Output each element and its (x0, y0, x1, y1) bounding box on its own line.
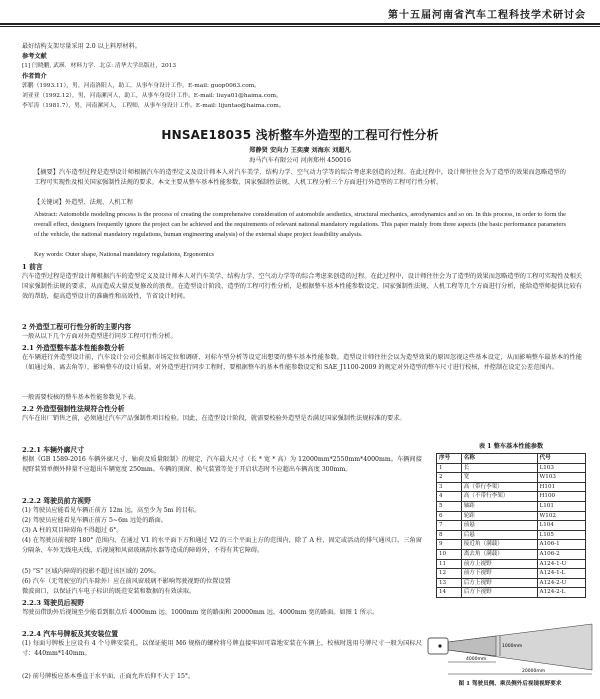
list-item: (3) A 柱的双目障碍角不得超过 6°。 (22, 527, 123, 534)
section-2-2-1-text: 根据《GB 1589-2016 车辆外廓尺寸、轴荷及质量限制》的规定，汽车最大尺寸（长 * 宽 * 高）为 12000mm*2550mm*4000mm。车辆间接视野装置单侧外伸量不应超出车辆宽度 250mm。车辆的顶窗、换气装置等处于开启状态时不应超出车辆高度 300mm。 (22, 456, 422, 473)
references-heading: 参考文献 (22, 53, 47, 60)
table-cell: 接近角（满载） (461, 540, 537, 550)
table-cell: 前悬 (461, 521, 537, 531)
table-cell: 后方下视野 (461, 588, 537, 598)
table-cell: 14 (437, 588, 462, 598)
table-row (437, 559, 586, 569)
table-cell: 离去角（满载） (461, 549, 537, 559)
table-row (437, 511, 586, 521)
table-row (437, 588, 586, 598)
section-2-2-text: 汽车在出厂销售之前，必须通过汽车产品强制性项目检验。因此，在造型设计阶段，就需要校验外造型是否满足国家强制性法规标准的要求。 (22, 415, 406, 422)
paper-affiliation: 海马汽车有限公司 河南郑州 450016 (249, 157, 351, 164)
table-cell: 2 (437, 473, 462, 483)
table-cell: 4 (437, 492, 462, 502)
table-cell: 高（带行李架） (461, 482, 537, 492)
previous-paper-tail: 最好结构支架尽量采用 2.0 以上料厚材料。 (22, 43, 141, 50)
table-cell: 11 (437, 559, 462, 569)
section-2-1-text: 在车辆进行外造型设计前，汽车设计公司会根据市场定位和调研、对标车型分析等设定出想要的整车基本性能参数。造型设计师往往会以为造型效果的原因忽视这些基本设定，从而影响整车最基本的性能（如通过角、离去角等），影响整车的设计质量。对外造型进行同步工程时，要根据整车的基本性能参数设定和 SAE_J1100-2009 的规定对外造型的整车尺寸进行校核，并控制在设定公差范围内。 (22, 354, 582, 371)
abstract-cn: 【摘要】汽车造型过程是造型设计师根据汽车的造型定义及设计师本人对汽车美学、结构力学、空气动力学等的综合考虑来创造的过程。在此过程中，设计师往往会为了造型的效果而忽略造型的工程可实现性及相关国家强制性法规的要求。本文主要从整车基本性能参数、国家强制性法规、人机工程分析三个方面进行外造型的工程可行性分析。 (34, 169, 566, 186)
paper-title: HNSAE18035 浅析整车外造型的工程可行性分析 (161, 128, 439, 142)
table-row (437, 578, 586, 588)
table-cell: 前方上视野 (461, 559, 537, 569)
column-header: 名称 (461, 454, 537, 464)
authors-info-heading: 作者简介 (22, 73, 47, 80)
table-cell: W102 (537, 511, 585, 521)
table-row (437, 492, 586, 502)
table-cell: 6 (437, 511, 462, 521)
table-cell: 3 (437, 482, 462, 492)
list-item: (2) 前号牌板应基本垂直于水平面，正面允许后仰不大于 15°。 (22, 673, 195, 680)
section-2-2-2-heading: 2.2.2 驾驶员前方视野 (22, 497, 91, 505)
table-cell: 轮距 (461, 511, 537, 521)
table-cell: 高（不带行李架） (461, 492, 537, 502)
table-title: 表 1 整车基本性能参数 (478, 443, 544, 450)
table-cell: A106-2 (537, 549, 585, 559)
table-cell: 12 (437, 569, 462, 579)
table-cell: 10 (437, 549, 462, 559)
table-cell: 8 (437, 530, 462, 540)
table-cell: 后悬 (461, 530, 537, 540)
column-header: 代号 (537, 454, 585, 464)
table-cell: A124-1-L (537, 569, 585, 579)
section-2-2-3-heading: 2.2.3 驾驶员后视野 (22, 599, 85, 607)
table-row (437, 501, 586, 511)
list-item-tail: 微波窗口，以保证汽车电子标识的既范安装和数据的有效读取。 (22, 588, 196, 595)
table-cell: W103 (537, 473, 585, 483)
list-item: (5) “S” 区域内障碍的投影不超过该区域的 20%。 (22, 568, 160, 575)
vehicle-outline (428, 638, 448, 654)
list-item: (6) 汽车（无驾驶室的汽车除外）应在前风窗玻璃不影响驾驶视野的位置设置 (22, 578, 231, 585)
table-row (437, 473, 586, 483)
table-header-row (437, 454, 586, 464)
section-2-1-heading: 2.1 外造型整车基本性能参数分析 (22, 344, 125, 352)
table-cell: 13 (437, 578, 462, 588)
list-item: (4) 在驾驶员前视野 180° 范围内，在通过 V1 的水平面下方和通过 V2 的三个平面上方的范围内，除了 A 柱、固定或活动的排气通风口、三角窗分隔条、车外无线电天线、后视镜和风窗玻璃刮水器等造成的障碍外，不得有其它障碍。 (22, 537, 422, 554)
journal-title: 第十五届河南省汽车工程科技学术研讨会 (388, 10, 586, 21)
table-cell: L103 (537, 463, 585, 473)
table-row (437, 530, 586, 540)
table-cell: L104 (537, 521, 585, 531)
table-row (437, 521, 586, 531)
author-info-item: 刘亚亚（1992.12），男，河南漯河人，助工，从事车身设计工作。E-mail: liuya01@haima.com。 (22, 93, 282, 99)
table-cell: A124-2-L (537, 588, 585, 598)
header-rule-thin (0, 26, 600, 27)
mirror-view-zone-near (448, 636, 496, 656)
table-row (437, 540, 586, 550)
header-rule-thick (0, 23, 600, 25)
table-cell: 5 (437, 501, 462, 511)
table-cell: 轴距 (461, 501, 537, 511)
dimension-label: 1000mm (502, 644, 523, 649)
table-cell: H101 (537, 482, 585, 492)
section-2-heading: 2 外造型工程可行性分析的主要内容 (22, 323, 132, 331)
table-cell: A106-1 (537, 540, 585, 550)
parameters-table (436, 453, 586, 598)
table-cell: 1 (437, 463, 462, 473)
table-cell: L105 (537, 530, 585, 540)
list-item: (1) 每面号牌板上应设有 4 个号牌安装孔，以保证能用 M6 规格的螺栓将号牌直接牢固可靠地安装在车辆上，校核时选用号牌尺寸一般为国标尺寸：440mm*140mm。 (22, 640, 422, 657)
table-row (437, 549, 586, 559)
table-cell: 长 (461, 463, 537, 473)
table-cell: A124-1-U (537, 559, 585, 569)
table-cell: 宽 (461, 473, 537, 483)
table-cell: 9 (437, 540, 462, 550)
keywords-en: Key words: Outer shape, National mandatory regulations, Ergonomics (34, 251, 215, 258)
table-cell: L101 (537, 501, 585, 511)
table-cell: 后方上视野 (461, 578, 537, 588)
keywords-cn: 【关键词】外造型、法规、人机工程 (34, 199, 133, 206)
abstract-en: Abstract: Automobile modeling process is the process of creating the comprehensive consideration of automobile aesthetics, structural mechanics, aerodynamics and so on. In this process, in order to form the overall effect, designers frequently ignore the project can be achieved and the requirements of relevant national mandatory regulations. This paper mainly from three aspects (the basic performance parameters of the vehicle, the national mandatory regulations, human engineering analysis) of the external shape project feasibility analysis. (34, 211, 566, 238)
figure-caption: 图 1 驾驶员侧、乘员侧外后视镜视野要求 (458, 681, 562, 687)
section-2-2-3-text: 驾驶员借助外后视镜至少能看到眼点后 4000mm 远、1000mm 宽的路面和 20000mm 远、4000mm 宽的路面。如图 1 所示。 (22, 609, 379, 616)
table-row (437, 569, 586, 579)
table-cell: H100 (537, 492, 585, 502)
dimension-label: 4000mm (466, 657, 487, 662)
paper-authors: 郑静贤 安向力 王奕赓 刘海东 刘超凡 (249, 147, 351, 154)
rear-view-mirror-field-figure (426, 616, 594, 678)
table-row (437, 463, 586, 473)
list-item: (1) 驾驶员应能看见车辆正前方 12m 远，高至少为 5m 的目标。 (22, 507, 201, 514)
section-2-2-1-heading: 2.2.1 车辆外廓尺寸 (22, 446, 85, 454)
list-item: (2) 驾驶员应能看见车辆正前方 5~6m 远处的路面。 (22, 517, 167, 524)
dimension-label: 20000mm (522, 669, 546, 674)
author-info-item: 李军涛（1981.7），男，河南漯河人，工程师，从事车身设计工作。E-mail: lijuntao@haima.com。 (22, 103, 285, 109)
author-info-item: 郭鹏（1993.11），男，河南洛阳人，助工，从事车身设计工作。E-mail: guop0063.com。 (22, 83, 261, 89)
table-row (437, 482, 586, 492)
table-cell: 7 (437, 521, 462, 531)
table-cell: A124-2-U (537, 578, 585, 588)
section-2-1-tail: 一般需要校核的整车基本性能参数见下表。 (22, 394, 140, 401)
section-1-text: 汽车造型过程是造型设计师根据汽车的造型定义及设计师本人对汽车美学、结构力学、空气动力学等的综合考虑来创造的过程。在此过程中，设计师往往会为了造型的效果而忽略造型的工程可实现性及相关国家强制性法规的要求，从而造成大量反复修改的浪费。在造型设计阶段，造型的工程可行性分析，是根据整车基本性能参数设定、国家强制性法规、人机工程等几个方面进行分析，能给造型师提供比较有效的帮助，提高造型设计的准确性和高效性，节省设计时间。 (22, 273, 582, 300)
section-1-heading: 1 前言 (22, 263, 43, 271)
section-2-text: 一般从以下几个方面对外造型进行同步工程可行性分析。 (22, 333, 177, 340)
section-2-2-heading: 2.2 外造型强制性法规符合性分析 (22, 405, 125, 413)
section-2-2-4-heading: 2.2.4 汽车号牌板及其安装位置 (22, 630, 119, 638)
column-header: 序号 (437, 454, 462, 464)
eye-point-marker (438, 644, 441, 647)
reference-item: [1] 闫晓鹏, 武瑛．材料力学．北京: 清华大学出版社，2013 (22, 63, 177, 69)
table-cell: 前方下视野 (461, 569, 537, 579)
